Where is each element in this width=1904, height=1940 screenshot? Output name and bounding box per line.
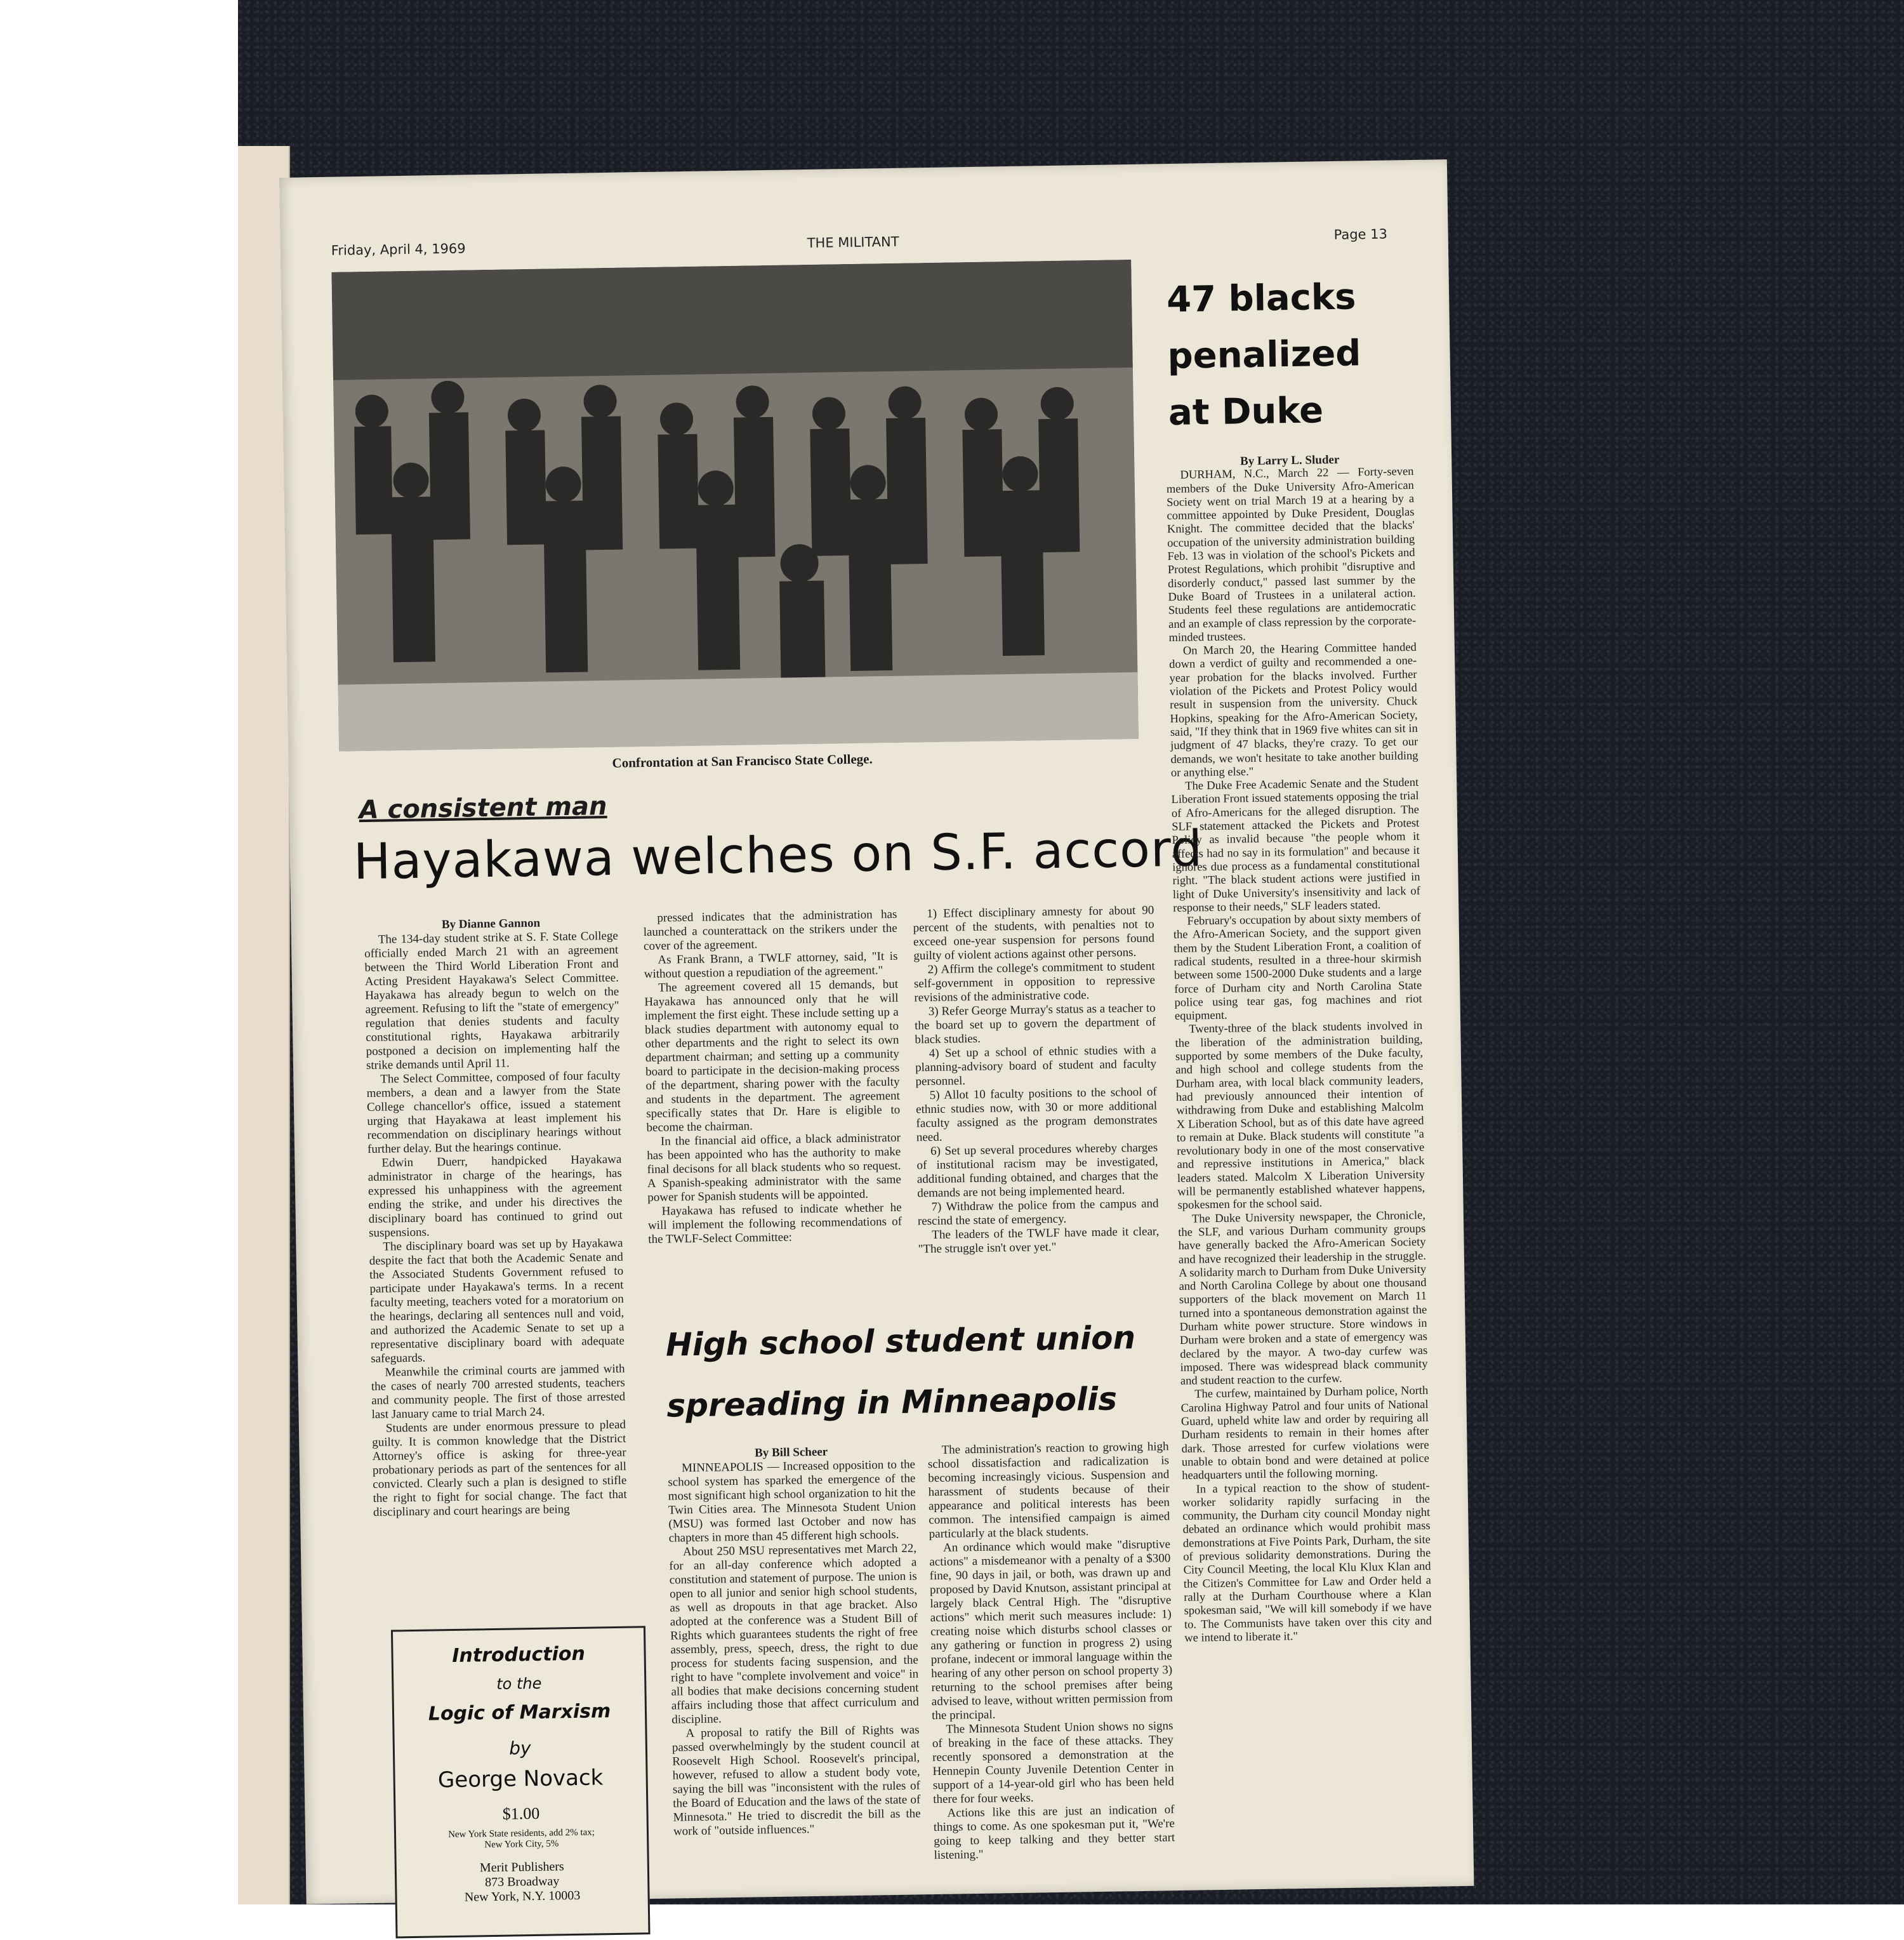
story3-headline-line: High school student union [665, 1319, 1136, 1364]
story3-paragraph: The administration's reaction to growing high school dissatisfaction and radicalization is becoming increasingly vicious. Suspension and harassment of students because of their appearance and political interests has been common. The intensified campaign is aimed particularly at the black students. [927, 1440, 1170, 1541]
newspaper-page [279, 159, 1474, 1904]
story3-paragraph: An ordinance which would make "disruptive actions" a misdemeanor with a penalty of a $300 fine, 90 days in jail, or both, was drawn up and proposed by David Knutson, assistant principal at largely black Central High. The "disruptive actions" which merit such measures include: 1) creating noise which disturbs school classes or any gathering or function in progress 2) using profane, indecent or immoral language within the hearing of any other person on school property 3) returning to the school premises after being advised to leave, without written permission from the principal. [929, 1538, 1173, 1723]
story1-paragraph: 5) Allot 10 faculty positions to the school of ethnic studies now, with 30 or more additional faculty assigned as the program demonstrates need. [916, 1085, 1158, 1145]
story1-column-2 [643, 908, 902, 1247]
story1-paragraph: 4) Set up a school of ethnic studies with a planning-advisory board of student and faculty personnel. [915, 1043, 1157, 1089]
story2-paragraph: Twenty-three of the black students involved in the liberation of the administration building, supported by some members of the Duke faculty, and high school and college students from the Durham area, with local black community leaders, had previously announced their intention of withdrawing from Duke and establishing Malcolm X Liberation School, but as of this date have agreed to remain at Duke. Black students will constitute "a revolutionary body in one of the most conservative and repressive institutions in America," black leaders stated. Malcolm X Liberation University will be permanently established whatever happens, spokesmen for the school said. [1175, 1020, 1425, 1212]
story1-paragraph: In the financial aid office, a black administrator has been appointed who has the authority to make final decisons for all black students who so request. A Spanish-speaking administrator with the same power for Spanish students will be appointed. [647, 1131, 902, 1205]
story3-paragraph: About 250 MSU representatives met March 22, for an all-day conference which adopted a constitution and statement of purpose. The union is open to all junior and senior high school students, as well as dropouts in that age bracket. Also adopted at the conference was a Student Bill of Rights which guarantees students the right of free assembly, press, speech, dress, the right to due process for students facing suspension, and the right to have "complete involvement and voice" in all bodies that make decisions concerning student affairs including those that affect curriculum and discipline. [669, 1541, 920, 1727]
ad-title-line: Introduction [452, 1642, 586, 1668]
police-line-illustration [331, 260, 1139, 752]
story2-headline-line: penalized [1167, 333, 1361, 378]
story1-byline: By Dianne Gannon [441, 916, 541, 932]
story1-paragraph: Hayakawa has refused to indicate whether he will implement the following recommendations of the TWLF-Select Committee: [647, 1200, 902, 1247]
ad-publisher: Merit Publishers [479, 1859, 564, 1875]
story3-column-1 [668, 1444, 922, 1839]
book-advertisement [391, 1626, 651, 1938]
story2-byline: By Larry L. Sluder [1240, 453, 1340, 468]
story2-headline-line: at Duke [1168, 390, 1324, 434]
story2-paragraph: February's occupation by about sixty members of the Afro-American Society, and the support given them by the Student Liberation Front, a coalition of radical students, resulted in a three-hour skirmish between some 1500-2000 Duke students and a large force of Durham city and North Carolina State police using tear gas, fog machines and riot equipment. [1173, 911, 1422, 1023]
story2-paragraph: On March 20, the Hearing Committee handed down a verdict of guilty and recommended a one-year probation for the blacks involved. Further violation of the Pickets and Protest Policy would result in suspension from the university. Chuck Hopkins, speaking for the Afro-American Society, said, "If they think that in 1969 five whites can sit in judgment of 47 blacks, they're crazy. To get our demands, we won't hesitate to take another building or anything else." [1169, 641, 1418, 780]
ad-tax-note: New York City, 5% [484, 1838, 559, 1850]
story1-paragraph: The leaders of the TWLF have made it clear, "The struggle isn't over yet." [918, 1225, 1160, 1256]
story1-paragraph: The agreement covered all 15 demands, but Hayakawa has announced only that he will implement the first eight. These include setting up a black studies department with autonomy equal to other departments and the right to select its own department chairman; and setting up a community board to participate in the decision-making process of the department, sharing power with the faculty and students in the department. The agreement specifically states that Dr. Hare is eligible to become the chairman. [644, 977, 901, 1135]
ad-title-line: to the [496, 1674, 542, 1693]
story1-column-3 [913, 903, 1160, 1256]
story2-column [1166, 452, 1432, 1645]
story3-paragraph: Actions like this are just an indication of things to come. As one spokesman put it, "We're going to keep talking and they better start listening." [933, 1803, 1175, 1863]
ad-tax-note: New York State residents, add 2% tax; [447, 1827, 595, 1840]
ad-author: George Novack [437, 1765, 604, 1793]
story2-headline [1166, 269, 1362, 441]
story1-kicker: A consistent man [359, 792, 607, 825]
story1-paragraph: 7) Withdraw the police from the campus and rescind the state of emergency. [917, 1197, 1159, 1228]
ad-price: $1.00 [502, 1804, 540, 1823]
story1-column-1 [364, 915, 627, 1520]
protest-photo [331, 260, 1139, 752]
story3-paragraph: The Minnesota Student Union shows no signs of breaking in the face of these attacks. They recently sponsored a demonstration at the Hennepin County Juvenile Detention Center in support of a 14-year-old girl who has been held there for four weeks. [932, 1719, 1175, 1807]
story3-headline-line: spreading in Minneapolis [666, 1380, 1118, 1425]
story2-paragraph: DURHAM, N.C., March 22 — Forty-seven members of the Duke University Afro-American Society went on trial March 19 at a hearing by a committee appointed by Duke President, Douglas Knight. The committee decided that the blacks' occupation of the university administration building Feb. 13 was in violation of the school's Pickets and Protest Regulations, which prohibit "disruptive and disorderly conduct," passed last summer by the Duke Board of Trustees in a unilateral action. Students feel these regulations are antidemocratic and an example of class repression by the corporate-minded trustees. [1166, 465, 1417, 644]
story3-byline: By Bill Scheer [754, 1445, 828, 1460]
story1-paragraph: As Frank Brann, a TWLF attorney, said, "It is without question a repudiation of the agreement." [644, 949, 898, 981]
story1-paragraph: 1) Effect disciplinary amnesty for about 90 percent of the students, with penalties not to exceed one-year suspension for persons found guilty of violent actions against other persons. [913, 903, 1155, 963]
story2-paragraph: The Duke University newspaper, the Chronicle, the SLF, and various Durham community groups have generally backed the Afro-American Society and have recognized their leadership in the struggle. A solidarity march to Durham from Duke University and North Carolina College by about one thousand supporters of the black movement on March 11 turned into a spontaneous demonstration against the Durham white power structure. Store windows in Durham were broken and a state of emergency was declared by the mayor. A two-day curfew was imposed. There was widespread black community and student reaction to the curfew. [1178, 1209, 1428, 1388]
story1-paragraph: The 134-day student strike at S. F. State College officially ended March 21 with an agreement between the Third World Liberation Front and Acting President Hayakawa's Select Committee. Hayakawa has already begun to welch on the agreement. Refusing to lift the "state of emergency" regulation that denies students and faculty constitutional rights, Hayakawa arbitrarily postponed a decision on implementing half the strike demands until April 11. [364, 929, 620, 1073]
header-date: Friday, April 4, 1969 [331, 241, 466, 258]
story1-paragraph: 2) Affirm the college's commitment to student self-government in opposition to repressive revisions of the administrative code. [913, 959, 1156, 1005]
ad-address: New York, N.Y. 10003 [464, 1888, 581, 1904]
story1-paragraph: 6) Set up several procedures whereby charges of institutional racism may be investigated, additional funding obtained, and charges that the demands are not being implemented heard. [916, 1141, 1159, 1200]
story2-paragraph: The curfew, maintained by Durham police, North Carolina Highway Patrol and four units of National Guard, upheld white law and order by requiring all Durham residents to remain in their homes after dark. Those arrested for curfew violations were unable to obtain bond and were detained at police headquarters until the following morning. [1180, 1385, 1430, 1483]
story3-column-2 [927, 1440, 1175, 1863]
story3-paragraph: A proposal to ratify the Bill of Rights was passed overwhelmingly by the student council at Roosevelt High School. Roosevelt's principal, however, refused to allow a student body vote, saying the bill was "inconsistent with the rules of the Board of Education and the laws of the state of Minnesota." He tried to discredit the bill as the work of "outside influences." [671, 1723, 921, 1838]
story1-paragraph: Students are under enormous pressure to plead guilty. It is common knowledge that the District Attorney's office is asking for three-year probationary periods as part of the sentences for all convicted. Clearly such a plan is designed to stifle the right to fight for social change. The fact that disciplinary and court hearings are being [372, 1418, 627, 1519]
story3-paragraph: MINNEAPOLIS — Increased opposition to the school system has sparked the emergence of the most significant high school organization to hit the Twin Cities area. The Minnesota Student Union (MSU) was formed last October and now has chapters in more than 45 different high schools. [668, 1458, 916, 1545]
story1-paragraph: The disciplinary board was set up by Hayakawa despite the fact that both the Academic Senate and the Associated Students Government refused to participate under Hayakawa's terms. In a recent faculty meeting, teachers voted for a moratorium on the hearings, declaring all sentences null and void, and authorized the Academic Senate to set up a representative disciplinary board with adequate safeguards. [369, 1236, 625, 1365]
story3-headline [665, 1307, 1137, 1437]
header-paper-name: THE MILITANT [807, 234, 899, 251]
ad-by: by [508, 1737, 531, 1759]
story1-headline: Hayakawa welches on S.F. accord [353, 820, 1203, 891]
header-page-number: Page 13 [1333, 226, 1388, 242]
story1-paragraph: Edwin Duerr, handpicked Hayakawa administrator in charge of the hearings, has expressed his unhappiness with the agreement ending the strike, and under his directives the disciplinary board has continued to grind out suspensions. [367, 1152, 623, 1240]
story1-paragraph: 3) Refer George Murray's status as a teacher to the board set up to govern the department of black studies. [914, 1001, 1156, 1047]
story2-headline-line: 47 blacks [1166, 276, 1356, 321]
ad-title-line: Logic of Marxism [428, 1700, 611, 1725]
left-page-edge [238, 146, 290, 1904]
story1-paragraph: pressed indicates that the administration has launched a counterattack on the strikers under the cover of the agreement. [643, 907, 897, 953]
ad-address: 873 Broadway [484, 1874, 560, 1890]
story1-paragraph: Meanwhile the criminal courts are jammed with the cases of nearly 700 arrested students, teachers and community people. The first of those arrested last January came to trial March 24. [371, 1362, 626, 1421]
story2-paragraph: In a typical reaction to the show of student-worker solidarity rapidly surfacing in the community, the Durham city council Monday night debated an ordinance which would prohibit mass demonstrations at Five Points Park, Durham, the site of previous solidarity demonstrations. During the City Council Meeting, the local Klu Klux Klan and the Citizen's Committee for Law and Order held a rally at the Durham Courthouse where a Klan spokesman said, "We will kill somebody if we have to. The Communists have taken over this city and we intend to liberate it." [1182, 1479, 1432, 1645]
story1-paragraph: The Select Committee, composed of four faculty members, a dean and a lawyer from the State College chancellor's office, issued a statement urging that Hayakawa at least implement his recommendation on disciplinary hearings without further delay. But the hearings continue. [366, 1068, 621, 1157]
story2-paragraph: The Duke Free Academic Senate and the Student Liberation Front issued statements opposing the trial of Afro-Americans for the alleged disruption. The SLF statement attacked the Pickets and Protest Policy as invalid because "the people whom it affects had no say in its formulation" and because it ignores due process as a fundamental constitutional right. "The black student actions were justified in light of Duke University's insensitivity and lack of response to their needs," SLF leaders stated. [1171, 776, 1421, 915]
photo-caption: Confrontation at San Francisco State College. [612, 751, 873, 771]
